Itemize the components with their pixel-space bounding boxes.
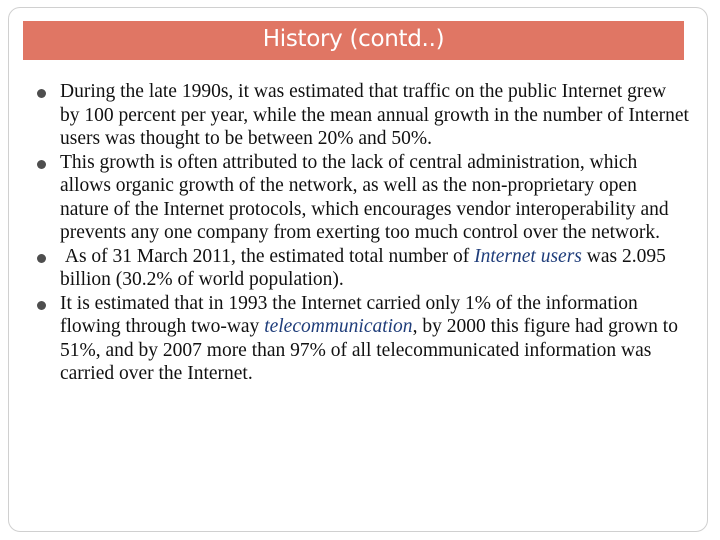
title-bar [23, 21, 684, 60]
bullet-dot-icon [37, 301, 46, 310]
bullet-text: As of 31 March 2011, the estimated total number of [60, 245, 475, 267]
bullet-item-internet-users [30, 245, 690, 292]
bullet-text-tail: was 2.095 billion (30.2% of world population). [60, 245, 671, 290]
bullet-dot-icon [37, 89, 46, 98]
bullet-text: It is estimated that in 1993 the Internet carried only 1% of the information flowing through two-way [60, 292, 643, 337]
bullet-item-growth-attribution [30, 151, 690, 245]
slide-title: History (contd..) [262, 25, 445, 52]
bullet-text: During the late 1990s, it was estimated that traffic on the public Internet grew by 100 percent per year, while the mean annual growth in the number of Internet users was thought to be between 20% and 50%. [60, 81, 689, 149]
bullet-text-tail: , by 2000 this figure had grown to 51%, and by 2007 more than 97% of all telecommunicated information was carried over the Internet. [60, 316, 678, 384]
telecommunication-link[interactable]: telecommunication [264, 316, 413, 337]
internet-users-link[interactable]: Internet users [474, 245, 582, 267]
bullet-dot-icon [37, 160, 46, 169]
bullet-text: This growth is often attributed to the lack of central administration, which allows organic growth of the network, as well as the non-proprietary open nature of the Internet protocols, which encourages vendor interoperability and prevents any one company from exerting too much control over the network. [60, 151, 669, 243]
bullet-item-telecommunication [30, 292, 690, 386]
bullet-item-traffic-growth [30, 80, 690, 151]
bullet-list [30, 80, 690, 386]
bullet-dot-icon [37, 254, 46, 263]
